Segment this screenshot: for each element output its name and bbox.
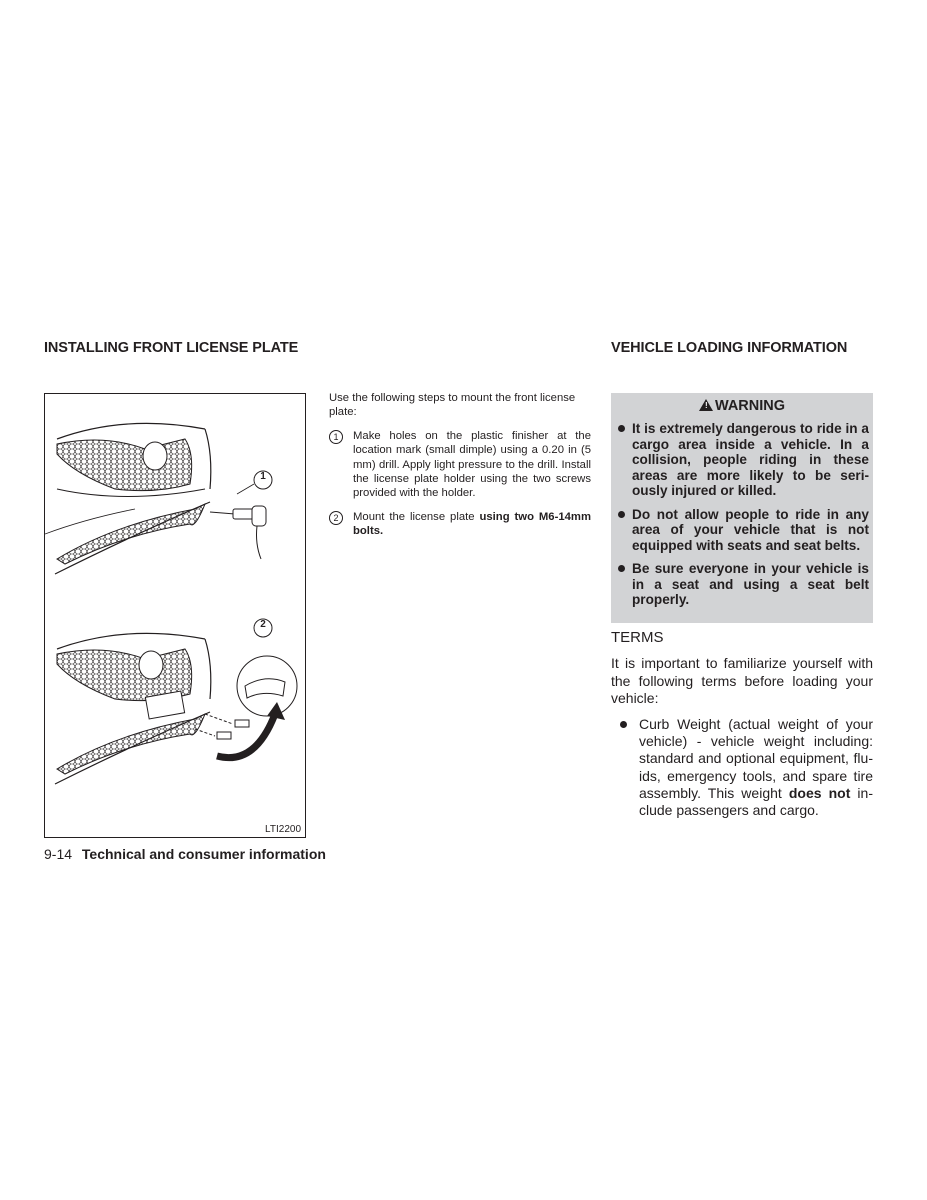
terms-item-text-end: in-clude passengers and cargo. [639, 784, 873, 819]
footer-section-title: Technical and consumer information [81, 846, 326, 862]
step-2 [329, 510, 591, 539]
terms-list-item [639, 716, 873, 819]
warning-item [615, 421, 869, 499]
license-plate-illustration [45, 394, 307, 839]
step-text-bold: using two M6-14mm bolts. [353, 510, 591, 538]
bullet-icon [618, 425, 625, 432]
step-number: 2 [329, 511, 343, 525]
callout-1: 1 [260, 471, 266, 482]
bullet-icon [618, 511, 625, 518]
install-steps [329, 391, 591, 539]
warning-title-text: WARNING [714, 398, 786, 414]
terms-heading: TERMS [611, 629, 664, 646]
warning-item-text: Be sure everyone in your vehicle is in a seat and using a seat belt properly. [632, 561, 869, 607]
warning-item-text: Do not allow people to ride in any area of your vehicle that is not equipped with seats and seat belts. [632, 506, 869, 553]
install-intro: Use the following steps to mount the front license plate: [329, 392, 576, 419]
callout-2: 2 [260, 619, 266, 630]
license-plate-figure [44, 393, 306, 838]
bullet-icon [618, 565, 625, 572]
warning-box [611, 393, 873, 623]
step-1 [329, 429, 591, 501]
bullet-icon [620, 721, 627, 728]
figure-label: LTI2200 [265, 824, 301, 835]
step-text: Mount the license plate [353, 510, 480, 523]
warning-item-text: It is extremely dangerous to ride in a cargo area inside a vehicle. In a collision, people riding in these areas are more likely to be seri-ously injured or killed. [632, 421, 869, 498]
page-footer [44, 846, 326, 862]
drill-step-illustration [45, 423, 272, 574]
warning-title [615, 397, 869, 415]
section-heading-vehicle-loading: VEHICLE LOADING INFORMATION [611, 340, 848, 356]
mount-step-illustration [55, 619, 297, 784]
terms-item-bold: does not [788, 784, 851, 801]
terms-item-text: Curb Weight (actual weight of your vehicle) - vehicle weight including: standard and optional equipment, flu-ids, emergency tools, and spare tire assembly. This weight [639, 716, 873, 801]
terms-intro: It is important to familiarize yourself with the following terms before loading your vehicle: [611, 655, 873, 706]
page-number: 9-14 [44, 846, 73, 862]
warning-triangle-icon: ! [699, 399, 713, 411]
section-heading-license-plate: INSTALLING FRONT LICENSE PLATE [44, 340, 299, 356]
step-number: 1 [329, 430, 343, 444]
warning-item [615, 561, 869, 608]
step-text: Make holes on the plastic finisher at the location mark (small dimple) using a 0.20 in (5 mm) drill. Apply light pressure to the drill. Install the license plate holder using the two screws provided with the holder. [353, 429, 591, 500]
warning-item [615, 507, 869, 554]
